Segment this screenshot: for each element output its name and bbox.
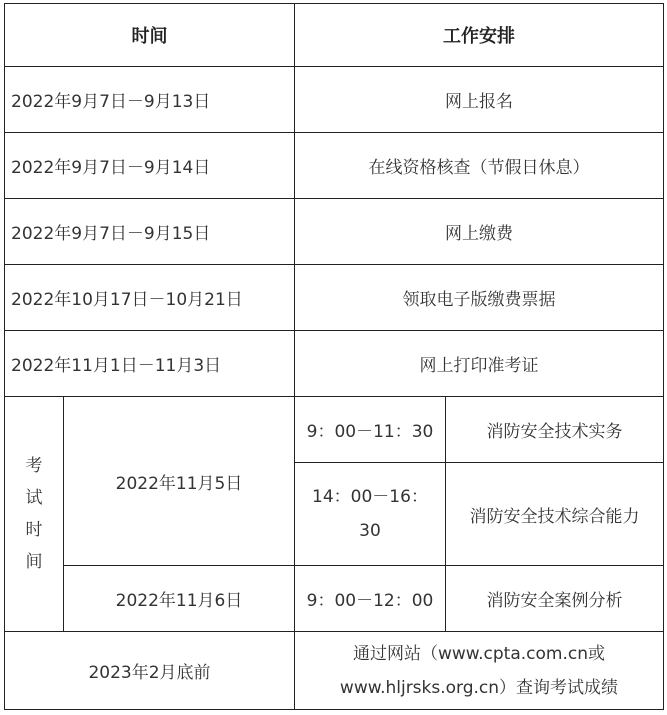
table-row xyxy=(5,199,664,265)
row-time: 2022年9月7日－9月15日 xyxy=(5,199,295,265)
exam-time-label xyxy=(5,397,64,632)
final-row xyxy=(5,632,664,710)
exam-day1-date: 2022年11月5日 xyxy=(64,397,295,566)
header-work: 工作安排 xyxy=(295,4,664,67)
exam-session-subject: 消防安全技术综合能力 xyxy=(446,463,664,566)
exam-session-time-line2: 30 xyxy=(359,521,381,541)
table-row xyxy=(5,331,664,397)
exam-session-time: 9：00－11：30 xyxy=(295,397,446,463)
final-work-line2: www.hljrsks.org.cn）查询考试成绩 xyxy=(339,677,619,698)
exam-label-char: 试 xyxy=(25,488,43,508)
exam-row-session1 xyxy=(5,397,664,463)
row-work: 在线资格核查（节假日休息） xyxy=(295,133,664,199)
row-time: 2022年9月7日－9月14日 xyxy=(5,133,295,199)
header-row xyxy=(5,4,664,67)
exam-session-time-line1: 14：00－16： xyxy=(312,487,428,507)
row-work: 网上打印准考证 xyxy=(295,331,664,397)
table-row xyxy=(5,265,664,331)
exam-label-char: 考 xyxy=(25,456,43,476)
final-work-line1: 通过网站（www.cpta.com.cn或 xyxy=(352,643,605,664)
exam-label-char: 时 xyxy=(25,520,43,540)
row-time: 2022年9月7日－9月13日 xyxy=(5,67,295,133)
table-row xyxy=(5,133,664,199)
exam-session-subject: 消防安全案例分析 xyxy=(446,566,664,632)
row-time: 2022年10月17日－10月21日 xyxy=(5,265,295,331)
exam-row-day2 xyxy=(5,566,664,632)
table-row xyxy=(5,67,664,133)
exam-session-time: 9：00－12：00 xyxy=(295,566,446,632)
row-work: 领取电子版缴费票据 xyxy=(295,265,664,331)
schedule-table xyxy=(4,3,664,710)
row-work: 网上缴费 xyxy=(295,199,664,265)
final-time: 2023年2月底前 xyxy=(5,632,295,710)
exam-label-char: 间 xyxy=(25,552,43,572)
exam-session-time xyxy=(295,463,446,566)
row-work: 网上报名 xyxy=(295,67,664,133)
exam-session-subject: 消防安全技术实务 xyxy=(446,397,664,463)
final-work xyxy=(295,632,664,710)
row-time: 2022年11月1日－11月3日 xyxy=(5,331,295,397)
exam-day2-date: 2022年11月6日 xyxy=(64,566,295,632)
header-time: 时间 xyxy=(5,4,295,67)
